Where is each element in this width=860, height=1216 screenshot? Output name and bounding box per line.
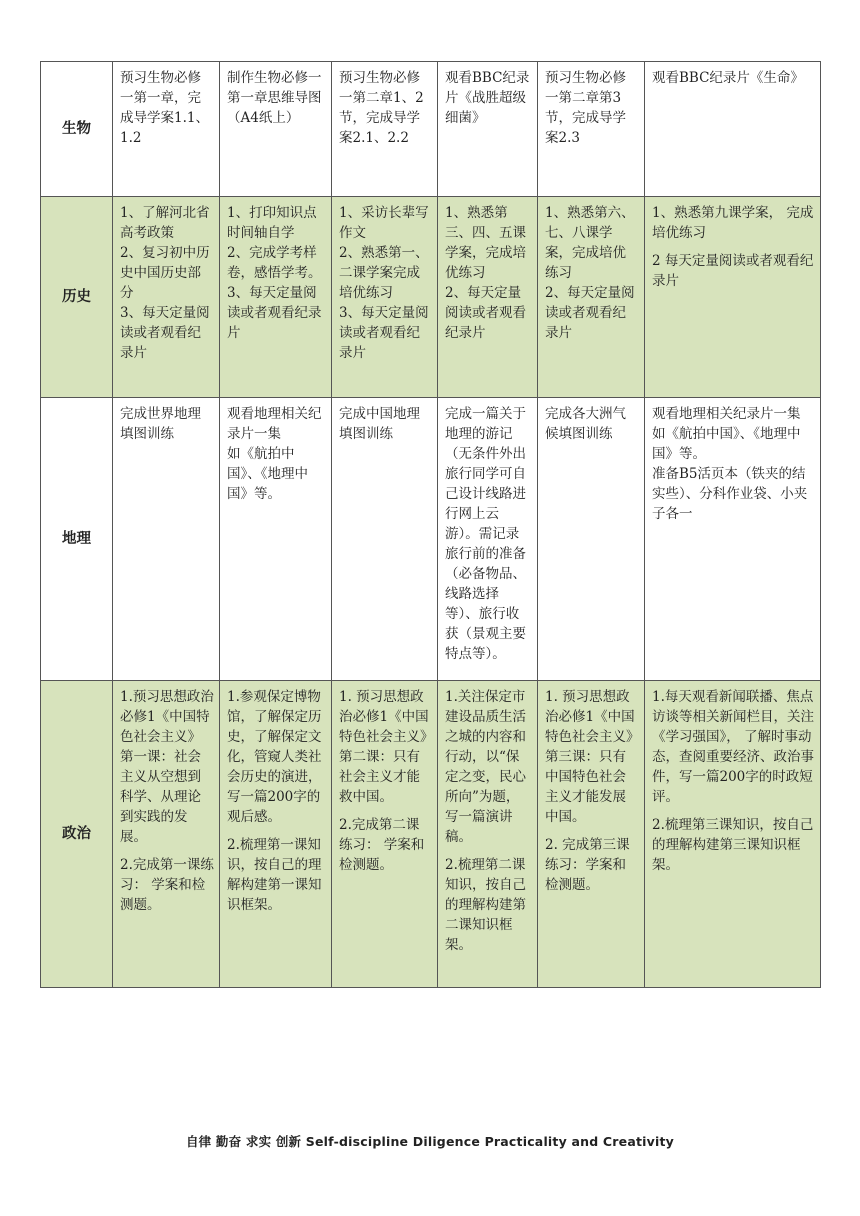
task-cell xyxy=(220,62,332,197)
task-cell xyxy=(332,398,438,681)
task-cell xyxy=(645,197,821,398)
task-cell xyxy=(332,197,438,398)
task-text: 2.梳理第一课知识，按自己的理解构建第一课知识框架。 xyxy=(227,837,322,913)
task-text: 1. 预习思想政治必修1《中国特色社会主义》第三课：只有中国特色社会主义才能发展中国。 xyxy=(545,689,635,825)
task-text: 1、熟悉第六、七、八课学案，完成培优练习 xyxy=(545,205,635,281)
subject-label: 历史 xyxy=(41,197,113,398)
task-text: 预习生物必修一第二章第3节，完成导学案2.3 xyxy=(545,70,626,146)
task-cell xyxy=(332,62,438,197)
task-cell xyxy=(438,62,538,197)
task-text: 完成一篇关于地理的游记（无条件外出旅行同学可自己设计线路进行网上云游）。需记录旅行前的准备（必备物品、线路选择等）、旅行收获（景观主要特点等）。 xyxy=(445,406,526,662)
task-cell xyxy=(538,681,645,988)
task-text: 3、每天定量阅读或者观看纪录片 xyxy=(339,305,429,361)
task-text: 1、采访长辈写作文 xyxy=(339,205,429,241)
task-cell xyxy=(538,62,645,197)
task-text: 观看BBC纪录片《战胜超级细菌》 xyxy=(445,70,530,126)
task-text: 2 每天定量阅读或者观看纪录片 xyxy=(652,253,814,289)
task-text: 1、打印知识点时间轴自学 xyxy=(227,205,317,241)
task-text: 3、每天定量阅读或者观看纪录片 xyxy=(120,305,210,361)
task-text xyxy=(652,243,815,251)
task-text: 2、每天定量阅读或者观看纪录片 xyxy=(545,285,635,341)
task-cell xyxy=(645,62,821,197)
task-text: 2.梳理第二课知识，按自己的理解构建第二课知识框架。 xyxy=(445,857,526,953)
task-text: 1、了解河北省高考政策 xyxy=(120,205,210,241)
task-text: 1.预习思想政治必修1《中国特色社会主义》第一课：社会主义从空想到科学、从理论到实践的发展。 xyxy=(120,689,214,845)
task-text: 制作生物必修一第一章思维导图（A4纸上） xyxy=(227,70,322,126)
task-text: 1.关注保定市建设品质生活之城的内容和行动，以“保定之变，民心所向”为题，写一篇演讲稿。 xyxy=(445,689,526,845)
school-motto-footer: 自律 勤奋 求实 创新 Self-discipline Diligence Practicality and Creativity xyxy=(185,1134,674,1149)
task-text: 观看BBC纪录片《生命》 xyxy=(652,70,804,86)
task-text: 观看地理相关纪录片一集 xyxy=(652,406,801,422)
task-cell xyxy=(220,398,332,681)
task-text: 完成各大洲气候填图训练 xyxy=(545,406,626,442)
task-text: 2. 完成第三课练习：学案和检测题。 xyxy=(545,837,630,893)
task-text: 预习生物必修一第二章1、2节，完成导学案2.1、2.2 xyxy=(339,70,424,146)
subject-label: 政治 xyxy=(41,681,113,988)
task-cell xyxy=(113,681,220,988)
task-text: 如《航拍中国》、《地理中国》等。 xyxy=(652,426,801,462)
task-cell xyxy=(645,681,821,988)
task-text: 完成中国地理填图训练 xyxy=(339,406,420,442)
subject-label: 地理 xyxy=(41,398,113,681)
task-cell xyxy=(538,197,645,398)
task-cell xyxy=(332,681,438,988)
holiday-plan-table xyxy=(40,61,821,988)
task-text: 2.完成第一课练习： 学案和检测题。 xyxy=(120,857,214,913)
task-text: 2、完成学考样卷，感悟学考。 xyxy=(227,245,322,281)
task-text: 2、每天定量阅读或者观看纪录片 xyxy=(445,285,526,341)
task-cell xyxy=(113,398,220,681)
task-text: 1.每天观看新闻联播、焦点访谈等相关新闻栏目，关注《学习强国》， 了解时事动态，查阅重要经济、政治事件，写一篇200字的时政短评。 xyxy=(652,689,814,805)
task-cell xyxy=(438,398,538,681)
task-text: 3、每天定量阅读或者观看纪录片 xyxy=(227,285,322,341)
task-cell xyxy=(438,197,538,398)
task-text: 预习生物必修一第一章，完成导学案1.1、1.2 xyxy=(120,70,209,146)
task-text: 1. 预习思想政治必修1《中国特色社会主义》第二课：只有社会主义才能救中国。 xyxy=(339,689,429,805)
task-text: 准备B5活页本（铁夹的结实些）、分科作业袋、小夹子各一 xyxy=(652,466,808,522)
task-text: 2、熟悉第一、二课学案完成培优练习 xyxy=(339,245,429,301)
task-cell xyxy=(220,681,332,988)
subject-label: 生物 xyxy=(41,62,113,197)
task-cell xyxy=(438,681,538,988)
task-cell xyxy=(538,398,645,681)
task-text: 1、熟悉第九课学案， 完成培优练习 xyxy=(652,205,814,241)
task-text: 观看地理相关纪录片一集 xyxy=(227,406,322,442)
task-cell xyxy=(220,197,332,398)
task-text: 1、熟悉第三、四、五课学案，完成培优练习 xyxy=(445,205,526,281)
task-text: 如《航拍中国》、《地理中国》等。 xyxy=(227,446,308,502)
task-text: 2、复习初中历史中国历史部分 xyxy=(120,245,210,301)
task-text: 完成世界地理填图训练 xyxy=(120,406,201,442)
table-row xyxy=(41,681,821,988)
task-cell xyxy=(113,62,220,197)
task-text: 2.完成第二课练习： 学案和检测题。 xyxy=(339,817,425,873)
table-row xyxy=(41,62,821,197)
task-cell xyxy=(645,398,821,681)
table-row xyxy=(41,197,821,398)
table-row xyxy=(41,398,821,681)
task-cell xyxy=(113,197,220,398)
task-text: 1.参观保定博物馆，了解保定历史，了解保定文化，管窥人类社会历史的演进，写一篇200字的观后感。 xyxy=(227,689,322,825)
task-text: 2.梳理第三课知识，按自己的理解构建第三课知识框架。 xyxy=(652,817,814,873)
